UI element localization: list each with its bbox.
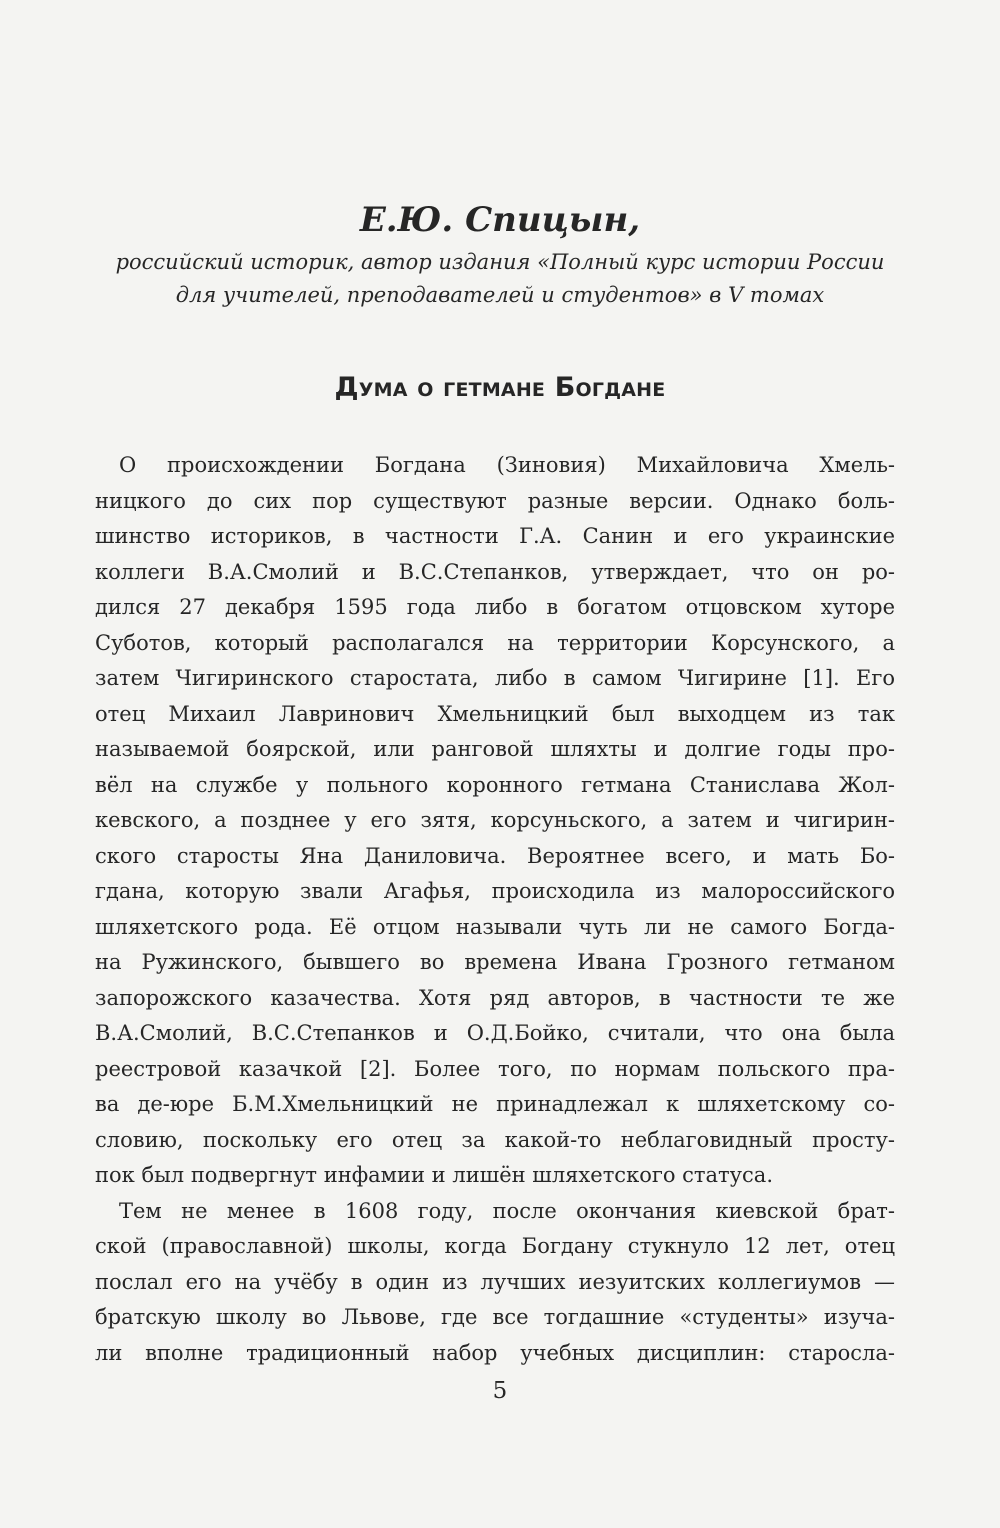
text-line: запорожского казачества. Хотя ряд авторов, в частности те же — [95, 985, 895, 1010]
text-line: ницкого до сих пор существуют разные версии. Однако боль- — [95, 488, 895, 513]
text-line: В.А.Смолий, В.С.Степанков и О.Д.Бойко, считали, что она была — [95, 1021, 895, 1045]
text-line: Суботов, который располагался на территории Корсунского, а — [95, 630, 895, 655]
text-line: ского старосты Яна Даниловича. Вероятнее всего, и мать Бо- — [95, 843, 895, 868]
text-line: отец Михаил Лавринович Хмельницкий был выходцем из так — [95, 701, 895, 726]
text-line: кевского, а позднее у его зятя, корсуньского, а затем и чигирин- — [95, 808, 895, 832]
text-line: дился 27 декабря 1595 года либо в богатом отцовском хуторе — [95, 595, 895, 619]
author-description-line: для учителей, преподавателей и студентов» в V томах — [175, 283, 825, 307]
text-line: называемой боярской, или ранговой шляхты и долгие годы про- — [95, 737, 895, 761]
text-line: на Ружинского, бывшего во времена Ивана Грозного гетманом — [95, 950, 895, 974]
text-line: гдана, которую звали Агафья, происходила из малороссийского — [95, 879, 895, 903]
text-line: затем Чигиринского старостата, либо в самом Чигирине [1]. Его — [95, 666, 895, 690]
text-line: О происхождении Богдана (Зиновия) Михайловича Хмель- — [119, 453, 895, 477]
author-name: Е.Ю. Спицын, — [359, 200, 641, 240]
author-description — [60, 246, 940, 312]
text-line: ва де-юре Б.М.Хмельницкий не принадлежал к шляхетскому со- — [95, 1092, 895, 1116]
text-line: вёл на службе у польного коронного гетмана Станислава Жол- — [95, 772, 895, 797]
author-description-line: российский историк, автор издания «Полный курс истории России — [115, 250, 885, 274]
text-line: коллеги В.А.Смолий и В.С.Степанков, утверждает, что он ро- — [95, 559, 895, 584]
text-line: братскую школу во Львове, где все тогдашние «студенты» изуча- — [95, 1305, 895, 1329]
text-line: шинство историков, в частности Г.А. Санин и его украинские — [95, 524, 895, 548]
text-line: реестровой казачкой [2]. Более того, по нормам польского пра- — [95, 1056, 895, 1081]
text-line: послал его на учёбу в один из лучших иезуитских коллегиумов — — [95, 1269, 895, 1294]
page-number: 5 — [492, 1378, 508, 1404]
text-line: шляхетского рода. Её отцом называли чуть ли не самого Богда- — [95, 914, 895, 939]
text-line: ской (православной) школы, когда Богдану стукнуло 12 лет, отец — [95, 1234, 895, 1258]
body-text — [95, 448, 895, 1371]
text-line: ли вполне традиционный набор учебных дисциплин: старосла- — [95, 1340, 895, 1365]
section-title: Дума о гетмане Богдане — [334, 372, 666, 403]
text-line: пок был подвергнут инфамии и лишён шляхетского статуса. — [95, 1163, 773, 1187]
text-line: словию, поскольку его отец за какой-то неблаговидный просту- — [95, 1127, 895, 1152]
text-line: Тем не менее в 1608 году, после окончания киевской брат- — [119, 1198, 895, 1223]
